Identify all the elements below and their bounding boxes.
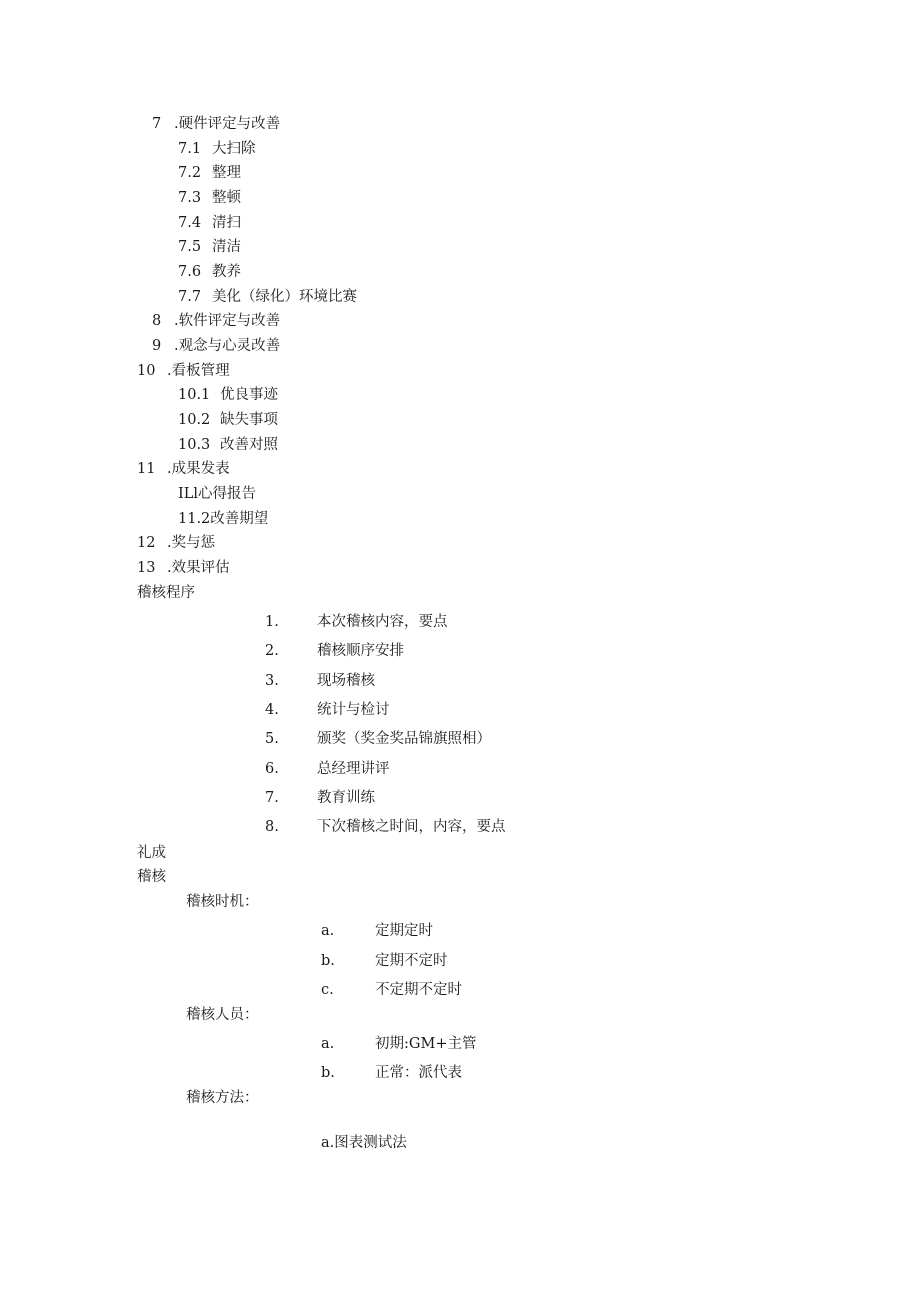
outline-number: 9 [152,338,162,354]
outline-number: 7.1 [178,141,202,157]
outline-text: .成果发表 [167,461,230,477]
outline-text: 大扫除 [212,141,256,157]
outline-text: .软件评定与改善 [174,313,281,329]
outline-item-7-3 [178,188,241,208]
outline-item-9 [152,336,280,356]
outline-item-8 [152,311,280,331]
outline-number: 13 [137,560,156,576]
outline-item-7-1 [178,139,256,159]
step-number: 6. [265,761,279,777]
outline-item-10-1 [178,385,278,405]
item-text: 正常：派代表 [375,1065,462,1081]
procedure-step-3 [265,671,375,691]
outline-item-11-2 [178,509,268,529]
audit-heading: 稽核 [137,869,166,885]
outline-item-7-5 [178,237,241,257]
outline-item-10-2 [178,410,278,430]
outline-number: 7.5 [178,239,202,255]
outline-number: 7.6 [178,264,202,280]
step-text: 下次稽核之时间，内容，要点 [317,819,506,835]
step-text: 颁奖（奖金奖品锦旗照相） [317,731,491,747]
outline-item-10-3 [178,435,278,455]
audit-staff-title: 稽核人员： [186,1007,259,1023]
ceremony-label: 礼成 [137,845,166,861]
procedure-step-4 [265,700,390,720]
step-text: 现场稽核 [317,673,375,689]
outline-number: 8 [152,313,162,329]
audit-timing-item-b [321,951,448,971]
step-text: 统计与检讨 [317,702,390,718]
outline-number: 11 [137,461,156,477]
step-number: 3. [265,673,279,689]
step-text: 教育训练 [317,790,375,806]
outline-text: 整顿 [212,190,241,206]
outline-text: .效果评估 [167,560,230,576]
procedure-heading: 稽核程序 [137,585,195,601]
procedure-step-7 [265,788,375,808]
step-text: 总经理讲评 [317,761,390,777]
procedure-step-5 [265,729,491,749]
item-text: 定期定时 [375,923,433,939]
outline-text: .看板管理 [167,363,230,379]
item-key: b. [321,953,335,969]
outline-item-11-1 [178,484,256,504]
procedure-step-6 [265,759,390,779]
step-number: 4. [265,702,279,718]
item-key: b. [321,1065,335,1081]
audit-timing-item-a [321,921,433,941]
procedure-step-2 [265,641,404,661]
audit-timing-title: 稽核时机： [186,894,259,910]
outline-text: .奖与惩 [167,535,216,551]
outline-item-13 [137,558,230,578]
step-text: 稽核顺序安排 [317,643,404,659]
outline-number: 10.2 [178,412,211,428]
item-key: a. [321,1036,335,1052]
step-text: 本次稽核内容，要点 [317,614,448,630]
item-text: 不定期不定时 [375,982,462,998]
outline-text: .观念与心灵改善 [174,338,281,354]
outline-text: 11.2改善期望 [178,511,269,527]
procedure-step-8 [265,817,506,837]
outline-number: 10.3 [178,437,211,453]
step-number: 1. [265,614,279,630]
outline-item-11 [137,459,230,479]
procedure-step-1 [265,612,448,632]
step-number: 8. [265,819,279,835]
outline-text: 优良事迹 [220,387,278,403]
item-key: a. [321,923,335,939]
outline-number: 7.4 [178,215,202,231]
outline-text: .硬件评定与改善 [174,116,281,132]
outline-number: 10.1 [178,387,211,403]
item-key: c. [321,982,334,998]
audit-method-item-a: a.图表测试法 [321,1135,407,1151]
outline-number: 7 [152,116,162,132]
step-number: 7. [265,790,279,806]
audit-timing-item-c [321,980,462,1000]
audit-staff-item-a [321,1034,476,1054]
outline-text: ILl心得报告 [178,486,256,502]
audit-method-title: 稽核方法： [186,1090,259,1106]
outline-item-7 [152,114,280,134]
outline-text: 整理 [212,165,241,181]
item-text: 初期:GM+主管 [375,1036,477,1052]
outline-item-7-6 [178,262,241,282]
outline-text: 美化（绿化）环境比赛 [212,289,357,305]
outline-text: 清扫 [212,215,241,231]
outline-number: 7.3 [178,190,202,206]
audit-staff-item-b [321,1063,462,1083]
outline-item-7-2 [178,163,241,183]
outline-text: 缺失事项 [220,412,278,428]
step-number: 2. [265,643,279,659]
outline-item-7-4 [178,213,241,233]
outline-item-12 [137,533,215,553]
step-number: 5. [265,731,279,747]
outline-text: 改善对照 [220,437,278,453]
outline-text: 教养 [212,264,241,280]
outline-number: 7.2 [178,165,202,181]
outline-number: 7.7 [178,289,202,305]
outline-item-10 [137,361,230,381]
outline-text: 清洁 [212,239,241,255]
item-text: 定期不定时 [375,953,448,969]
outline-number: 12 [137,535,156,551]
outline-item-7-7 [178,287,357,307]
outline-number: 10 [137,363,156,379]
